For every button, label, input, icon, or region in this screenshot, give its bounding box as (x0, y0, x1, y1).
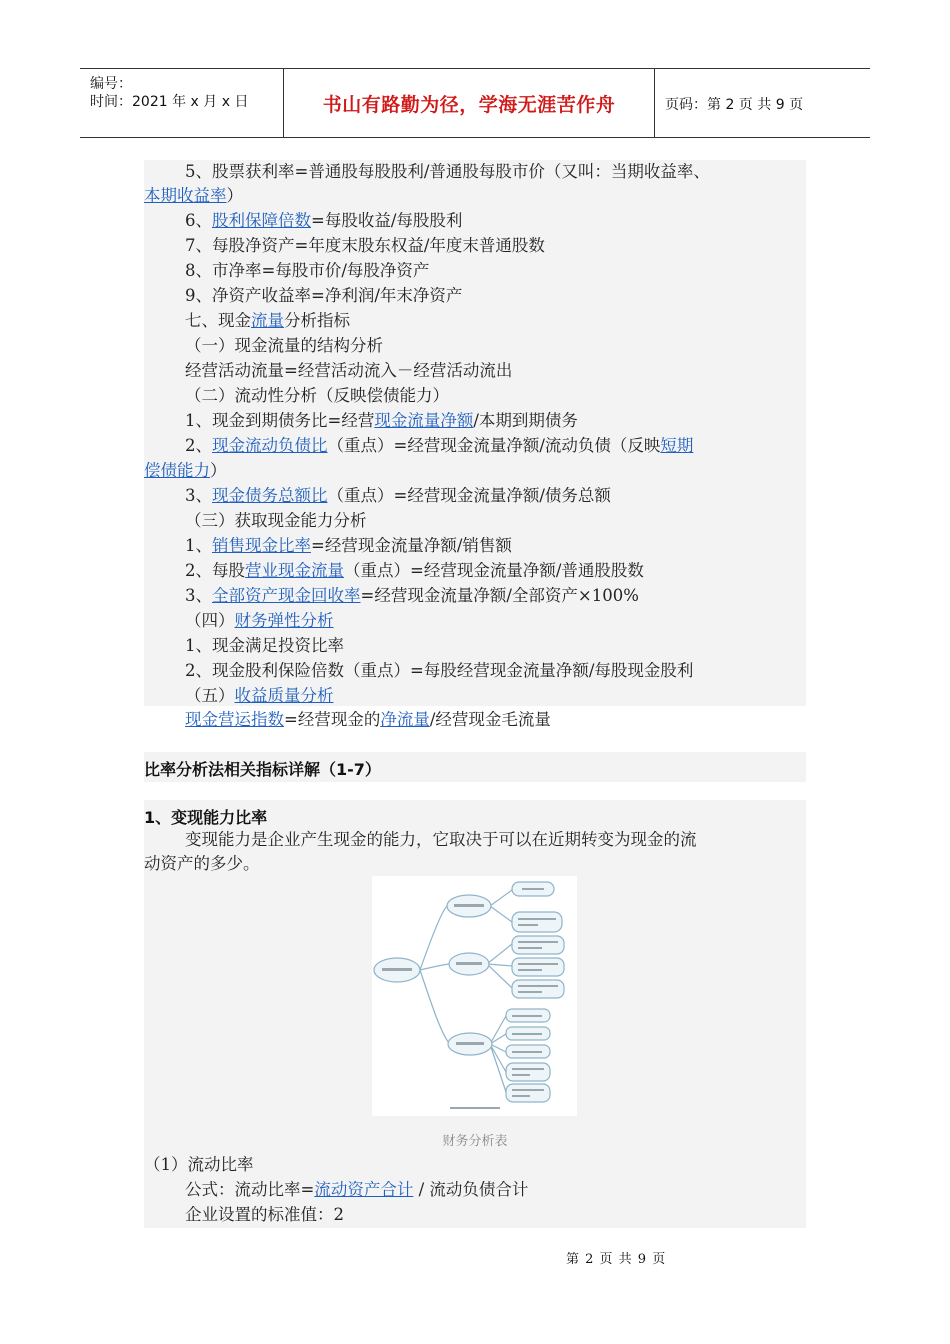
sub-1-title: （一）现金流量的结构分析 (185, 336, 383, 355)
line-last: 现金营运指数=经营现金的净流量/经营现金毛流量 (185, 710, 551, 729)
link-cash-debt-ratio[interactable]: 现金债务总额比 (212, 486, 328, 505)
line-5a: 5、股票获利率=普通股每股股利/普通股每股市价（又叫：当期收益率、 (185, 162, 710, 181)
current-ratio-standard: 企业设置的标准值：2 (185, 1205, 344, 1224)
section-title: 比率分析法相关指标详解（1-7） (144, 760, 381, 779)
link-earnings-quality[interactable]: 收益质量分析 (234, 686, 334, 705)
line-7: 7、每股净资产=年度末股东权益/年度末普通股数 (185, 236, 545, 255)
line-q2: 2、每股营业现金流量（重点）=经营现金流量净额/普通股股数 (185, 561, 644, 580)
header-info-cell (80, 69, 284, 137)
link-sales-cash-ratio[interactable]: 销售现金比率 (212, 536, 311, 555)
node-leaf-3 (512, 936, 564, 954)
line-r2: 2、现金股利保险倍数（重点）=每股经营现金流量净额/每股现金股利 (185, 661, 694, 680)
link-financial-flexibility[interactable]: 财务弹性分析 (234, 611, 334, 630)
financial-analysis-figure (372, 876, 577, 1116)
node-leaf-5 (512, 980, 564, 998)
header-motto: 书山有路勤为径，学海无涯苦作舟 (284, 69, 655, 137)
node-leaf-2 (512, 912, 562, 932)
section-7-title: 七、现金流量分析指标 (185, 311, 350, 330)
link-flow[interactable]: 流量 (251, 311, 284, 330)
page-footer: 第 2 页 共 9 页 (566, 1252, 667, 1267)
node-leaf-9 (506, 1063, 550, 1081)
link-net-flow[interactable]: 净流量 (380, 710, 430, 729)
para-line-2: 动资产的多少。 (144, 854, 260, 873)
current-ratio-title: （1）流动比率 (144, 1155, 254, 1174)
line-5b: 本期收益率） (144, 186, 243, 205)
sub-1-formula: 经营活动流量=经营活动流入－经营活动流出 (185, 361, 513, 380)
sub-4-title: （四）财务弹性分析 (185, 611, 334, 630)
line-9: 9、净资产收益率=净利润/年末净资产 (185, 286, 463, 305)
link-short-term[interactable]: 短期 (660, 436, 694, 455)
link-solvency[interactable]: 偿债能力 (144, 461, 210, 480)
link-cash-operating-index[interactable]: 现金营运指数 (185, 710, 284, 729)
para-line-1: 变现能力是企业产生现金的能力，它取决于可以在近期转变为现金的流 (185, 830, 697, 849)
link-asset-cash-recovery[interactable]: 全部资产现金回收率 (212, 586, 361, 605)
number-label: 编号： (90, 76, 132, 92)
line-8: 8、市净率=每股市价/每股净资产 (185, 261, 430, 280)
mind-map-diagram (372, 876, 577, 1116)
sub-2-title: （二）流动性分析（反映偿债能力） (185, 386, 449, 405)
header-page-label: 页码：第 2 页 共 9 页 (665, 97, 804, 113)
line-q1: 1、销售现金比率=经营现金流量净额/销售额 (185, 536, 512, 555)
line-6: 6、股利保障倍数=每股收益/每股股利 (185, 211, 463, 230)
node-leaf-4 (512, 958, 564, 976)
line-p3: 3、现金债务总额比（重点）=经营现金流量净额/债务总额 (185, 486, 611, 505)
link-current-yield[interactable]: 本期收益率 (144, 186, 227, 205)
sub-3-title: （三）获取现金能力分析 (185, 511, 367, 530)
line-p2b: 偿债能力） (144, 461, 227, 480)
line-p2: 2、现金流动负债比（重点）=经营现金流量净额/流动负债（反映短期 (185, 436, 694, 455)
line-r1: 1、现金满足投资比率 (185, 636, 344, 655)
node-leaf-10 (506, 1084, 550, 1102)
heading-liquidity: 1、变现能力比率 (144, 808, 268, 827)
link-operating-cash-flow[interactable]: 营业现金流量 (245, 561, 344, 580)
link-current-assets-total[interactable]: 流动资产合计 (314, 1180, 414, 1199)
current-ratio-formula: 公式：流动比率=流动资产合计 / 流动负债合计 (185, 1180, 529, 1199)
sub-5-title: （五）收益质量分析 (185, 686, 334, 705)
line-q3: 3、全部资产现金回收率=经营现金流量净额/全部资产×100% (185, 586, 639, 605)
link-net-cash-flow[interactable]: 现金流量净额 (374, 411, 474, 430)
figure-caption: 财务分析表 (442, 1134, 508, 1149)
date-label: 时间：2021 年 x 月 x 日 (90, 94, 249, 110)
link-cash-current-liability-ratio[interactable]: 现金流动负债比 (212, 436, 328, 455)
link-dividend-coverage[interactable]: 股利保障倍数 (212, 211, 311, 230)
line-p1: 1、现金到期债务比=经营现金流量净额/本期到期债务 (185, 411, 578, 430)
page-header (80, 68, 870, 138)
